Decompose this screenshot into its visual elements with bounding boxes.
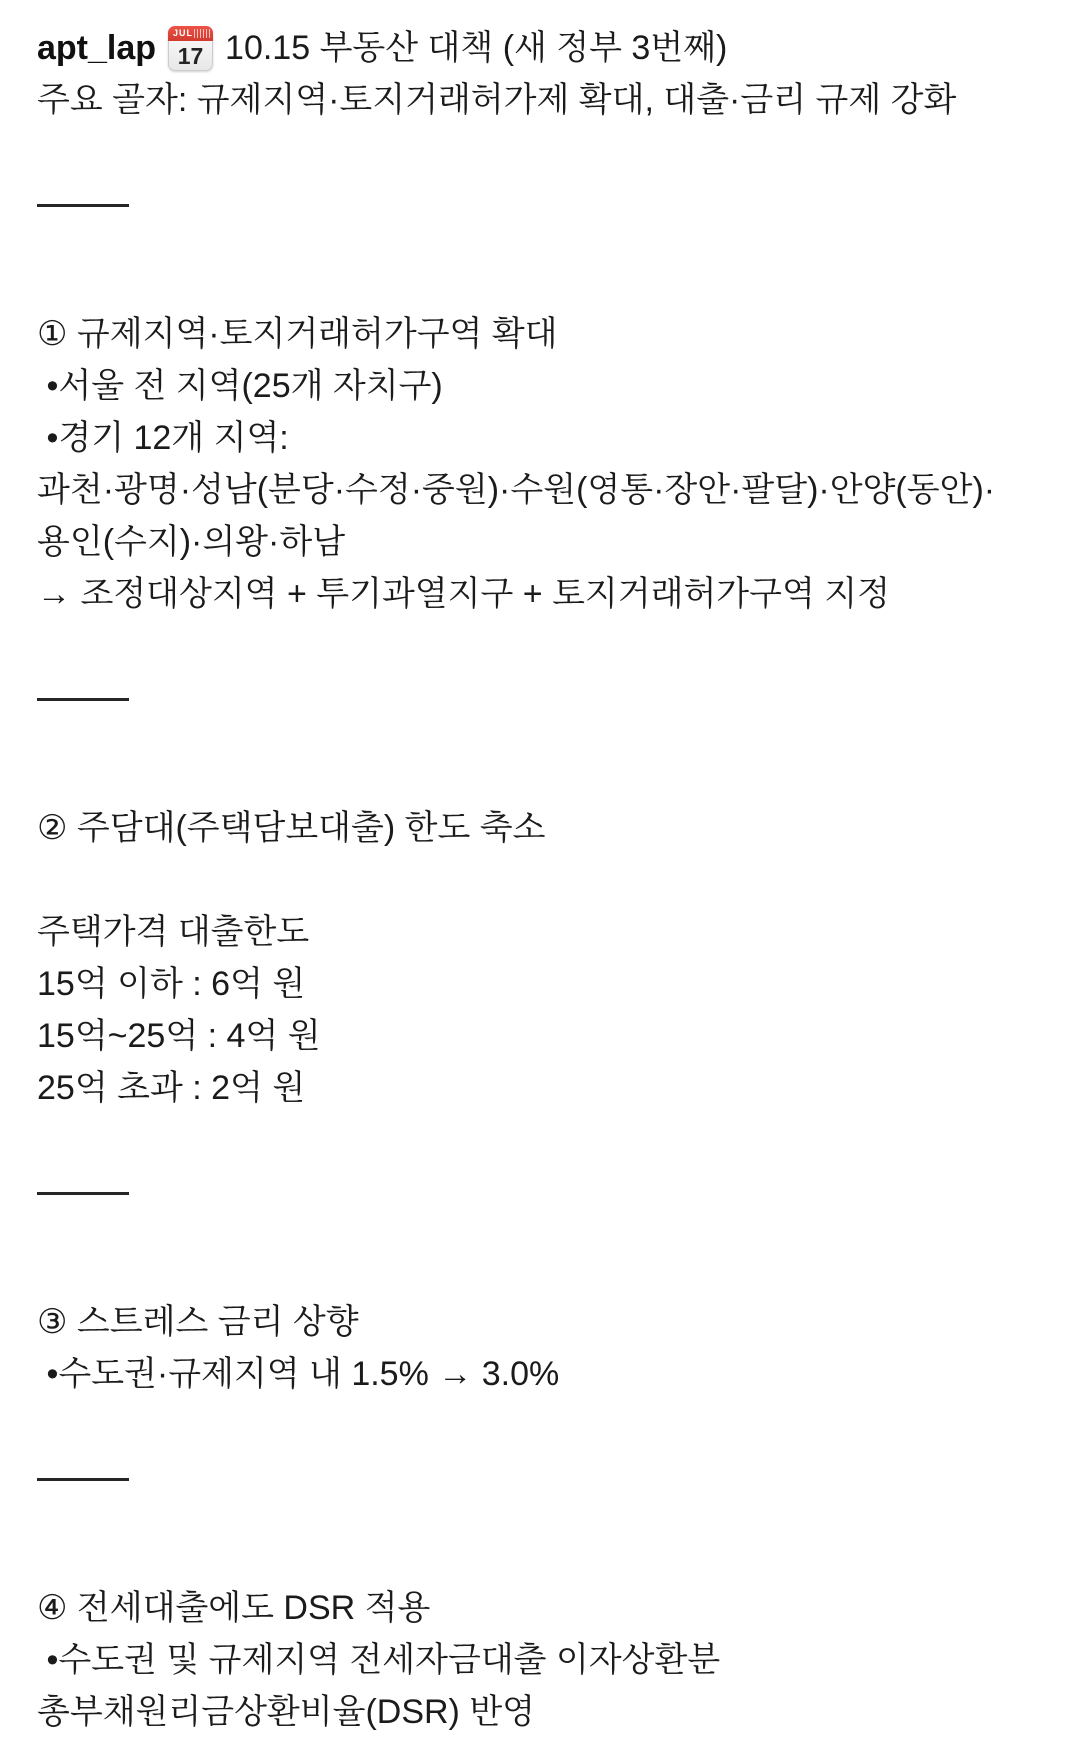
blank-line (37, 1530, 1069, 1582)
divider-bar (37, 1478, 129, 1481)
caption-line: 주요 골자: 규제지역·토지거래허가제 확대, 대출·금리 규제 강화 (37, 81, 957, 119)
blank-line (37, 620, 1069, 672)
post-title: 10.15 부동산 대책 (새 정부 3번째) (225, 29, 728, 67)
caption-line: 총부채원리금상환비율(DSR) 반영 (37, 1693, 536, 1731)
blank-line (37, 854, 1069, 906)
divider-line (37, 1192, 1069, 1244)
caption-lines (37, 74, 1069, 1753)
blank-line (37, 750, 1069, 802)
caption-line: ④ 전세대출에도 DSR 적용 (37, 1589, 431, 1627)
caption-line: 25억 초과 : 2억 원 (37, 1069, 306, 1107)
caption-line: •수도권·규제지역 내 1.5% → 3.0% (37, 1355, 560, 1393)
caption-line: → 조정대상지역 + 투기과열지구 + 토지거래허가구역 지정 (37, 575, 890, 613)
caption-line: •경기 12개 지역: (37, 419, 289, 457)
blank-line (37, 1400, 1069, 1452)
blank-line (37, 256, 1069, 308)
blank-line (37, 1738, 1069, 1753)
caption-header (37, 22, 1069, 74)
divider-line (37, 204, 1069, 256)
username-link[interactable]: apt_lap (37, 29, 157, 67)
divider-bar (37, 698, 129, 701)
divider-bar (37, 1192, 129, 1195)
caption-line: ① 규제지역·토지거래허가구역 확대 (37, 315, 558, 353)
blank-line (37, 1244, 1069, 1296)
caption-line: ③ 스트레스 금리 상향 (37, 1303, 359, 1341)
caption-line: •수도권 및 규제지역 전세자금대출 이자상환분 (37, 1641, 721, 1679)
caption-line: 15억~25억 : 4억 원 (37, 1017, 321, 1055)
blank-line (37, 126, 1069, 178)
calendar-emoji (168, 26, 213, 71)
caption-line: •서울 전 지역(25개 자치구) (37, 367, 443, 405)
caption-line: 과천·광명·성남(분당·수정·중원)·수원(영통·장안·팔달)·안양(동안)· (37, 471, 996, 509)
calendar-emoji-month: JUL (168, 26, 213, 41)
calendar-emoji-day: 17 (177, 42, 204, 69)
caption-line: 15억 이하 : 6억 원 (37, 965, 306, 1003)
blank-line (37, 1114, 1069, 1166)
caption-line: 용인(수지)·의왕·하남 (37, 523, 346, 561)
caption-line: ② 주담대(주택담보대출) 한도 축소 (37, 809, 546, 847)
divider-line (37, 698, 1069, 750)
divider-line (37, 1478, 1069, 1530)
caption-line: 주택가격 대출한도 (37, 913, 310, 951)
divider-bar (37, 204, 129, 207)
